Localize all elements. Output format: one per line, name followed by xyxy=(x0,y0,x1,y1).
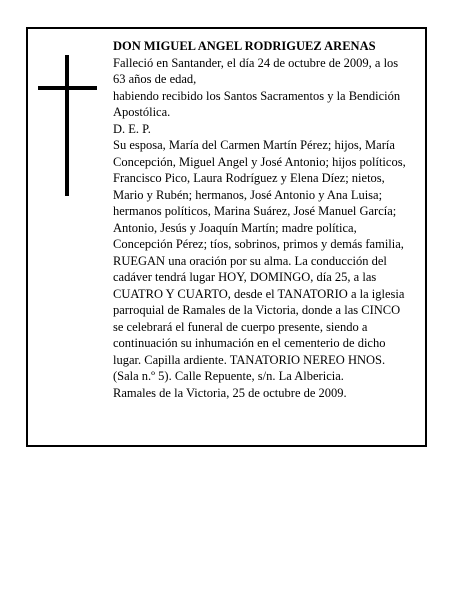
rip-line: D. E. P. xyxy=(113,121,151,136)
cross-horizontal-bar xyxy=(38,86,97,90)
deceased-name: DON MIGUEL ANGEL RODRIGUEZ ARENAS xyxy=(113,39,376,53)
sacraments-line: habiendo recibido los Santos Sacramentos y la Bendición Apostólica. xyxy=(113,88,401,119)
funeral-details: RUEGAN una oración por su alma. La conducción del cadáver tendrá lugar HOY, DOMINGO, día 25, a las CUATRO Y CUARTO, desde el TANATORIO a la iglesia parroquial de Ramales de la Victoria, donde a las CINCO se celebrará el funeral de cuerpo presente, siendo a continuación su inhumación en el cementerio de dicho lugar. Capilla ardiente. TANATORIO NEREO HNOS. (Sala n.º 5). Calle Repuente, s/n. La Albericia. xyxy=(113,253,405,383)
place-date-line: Ramales de la Victoria, 25 de octubre de 2009. xyxy=(113,385,347,400)
death-announcement: Falleció en Santander, el día 24 de octubre de 2009, a los 63 años de edad, xyxy=(113,55,399,86)
family-list: Su esposa, María del Carmen Martín Pérez; hijos, María Concepción, Miguel Angel y José Antonio; hijos políticos, Francisco Pico, Laura Rodríguez y Elena Díez; nietos, Mario y Rubén; hermanos, José Antonio y Ana Luisa; hermanos políticos, Marina Suárez, José Manuel García; Antonio, Jesús y Joaquín Martín; madre política, Concepción Pérez; tíos, sobrinos, primos y demás familia, xyxy=(113,138,406,251)
obituary-text xyxy=(113,38,413,401)
cross-vertical-bar xyxy=(65,55,69,196)
